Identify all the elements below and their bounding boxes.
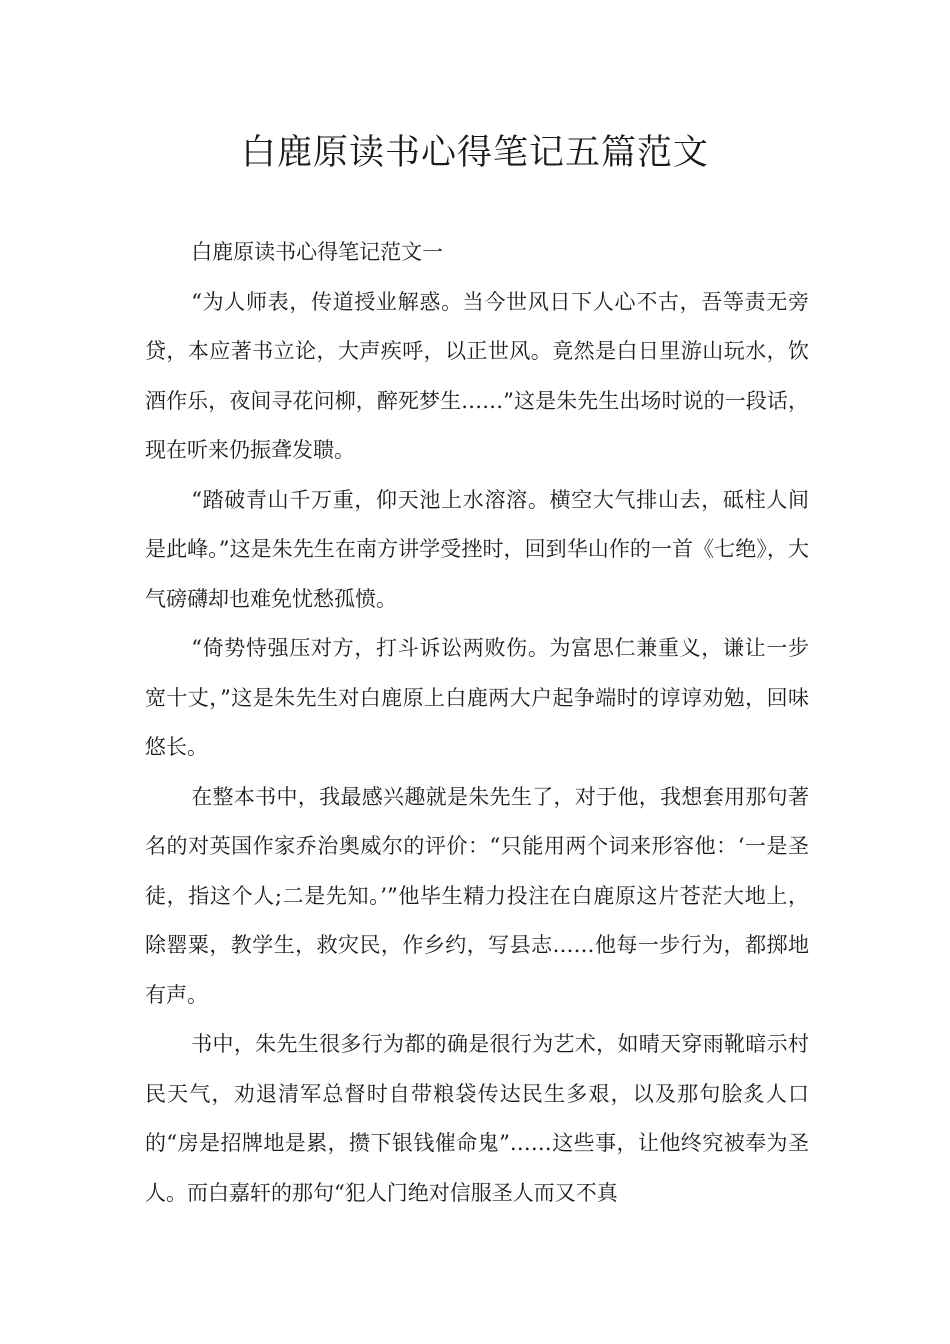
section-heading: 白鹿原读书心得笔记范文一 — [191, 240, 444, 264]
page-title: 白鹿原读书心得笔记五篇范文 — [240, 133, 709, 173]
document-body — [145, 228, 809, 1218]
paragraph: 在整本书中，我最感兴趣就是朱先生了，对于他，我想套用那句著名的对英国作家乔治奥威尔的评价：“只能用两个词来形容他：‘一是圣徒，指这个人;二是先知。’”他毕生精力投注在白鹿原这片苍茫大地上，除罂粟，教学生，救灾民，作乡约，写县志……他每一步行为，都掷地有声。 — [145, 784, 809, 1007]
paragraph: “踏破青山千万重，仰天池上水溶溶。横空大气排山去，砥柱人间是此峰。”这是朱先生在南方讲学受挫时，回到华山作的一首《七绝》，大气磅礴却也难免忧愁孤愤。 — [145, 487, 809, 611]
paragraph: “倚势恃强压对方，打斗诉讼两败伤。为富思仁兼重义，谦让一步宽十丈，”这是朱先生对白鹿原上白鹿两大户起争端时的谆谆劝勉，回味悠长。 — [145, 636, 809, 759]
paragraph: 书中，朱先生很多行为都的确是很行为艺术，如晴天穿雨靴暗示村民天气，劝退清军总督时自带粮袋传达民生多艰，以及那句脍炙人口的“房是招牌地是累，攒下银钱催命鬼”……这些事，让他终究被奉为圣人。而白嘉轩的那句“犯人门绝对信服圣人而又不真 — [145, 1032, 809, 1205]
paragraph: “为人师表，传道授业解惑。当今世风日下人心不古，吾等责无旁贷，本应著书立论，大声疾呼，以正世风。竟然是白日里游山玩水，饮酒作乐，夜间寻花问柳，醉死梦生……”这是朱先生出场时说的一段话，现在听来仍振聋发聩。 — [145, 289, 809, 462]
